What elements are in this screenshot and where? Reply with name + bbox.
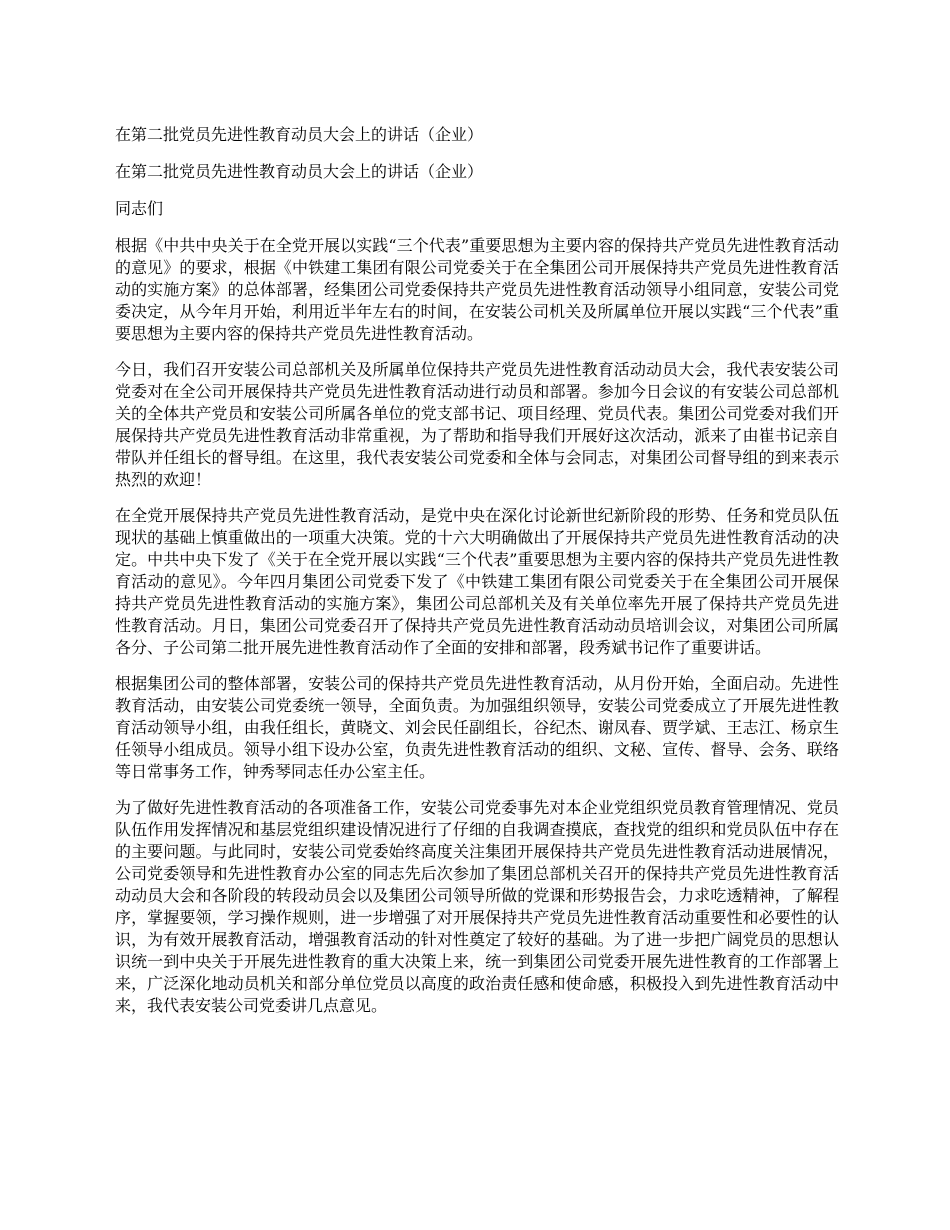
paragraph-1: 根据《中共中央关于在全党开展以实践“三个代表”重要思想为主要内容的保持共产党员先进性教育活动的意见》的要求，根据《中铁建工集团有限公司党委关于在全集团公司开展保持共产党员先进性教育活动的实施方案》的总体部署，经集团公司党委保持共产党员先进性教育活动领导小组同意，安装公司党委决定，从今年月开始，利用近半年左右的时间，在安装公司机关及所属单位开展以实践“三个代表”重要思想为主要内容的保持共产党员先进性教育活动。 [115, 236, 839, 343]
document-title: 在第二批党员先进性教育动员大会上的讲话（企业） [115, 125, 484, 144]
document-subtitle: 在第二批党员先进性教育动员大会上的讲话（企业） [115, 162, 484, 181]
paragraph-4: 根据集团公司的整体部署，安装公司的保持共产党员先进性教育活动，从月份开始，全面启动。先进性教育活动，由安装公司党委统一领导，全面负责。为加强组织领导，安装公司党委成立了开展先进性教育活动领导小组，由我任组长，黄晓文、刘会民任副组长，谷纪杰、谢凤春、贾学斌、王志江、杨京生任领导小组成员。领导小组下设办公室，负责先进性教育活动的组织、文秘、宣传、督导、会务、联络等日常事务工作，钟秀琴同志任办公室主任。 [115, 674, 839, 781]
document-page [115, 124, 839, 1031]
salutation: 同志们 [115, 199, 164, 218]
paragraph-2: 今日，我们召开安装公司总部机关及所属单位保持共产党员先进性教育活动动员大会，我代表安装公司党委对在全公司开展保持共产党员先进性教育活动进行动员和部署。参加今日会议的有安装公司总部机关的全体共产党员和安装公司所属各单位的党支部书记、项目经理、党员代表。集团公司党委对我们开展保持共产党员先进性教育活动非常重视，为了帮助和指导我们开展好这次活动，派来了由崔书记亲自带队并任组长的督导组。在这里，我代表安装公司党委和全体与会同志，对集团公司督导组的到来表示热烈的欢迎！ [115, 360, 839, 489]
paragraph-5: 为了做好先进性教育活动的各项准备工作，安装公司党委事先对本企业党组织党员教育管理情况、党员队伍作用发挥情况和基层党组织建设情况进行了仔细的自我调查摸底，查找党的组织和党员队伍中存在的主要问题。与此同时，安装公司党委始终高度关注集团开展保持共产党员先进性教育活动进展情况，公司党委领导和先进性教育办公室的同志先后次参加了集团总部机关召开的保持共产党员先进性教育活动动员大会和各阶段的转段动员会以及集团公司领导所做的党课和形势报告会，力求吃透精神，了解程序，掌握要领，学习操作规则，进一步增强了对开展保持共产党员先进性教育活动重要性和必要性的认识，为有效开展教育活动，增强教育活动的针对性奠定了较好的基础。为了进一步把广阔党员的思想认识统一到中央关于开展先进性教育的重大决策上来，统一到集团公司党委开展先进性教育的工作部署上来，广泛深化地动员机关和部分单位党员以高度的政治责任感和使命感，积极投入到先进性教育活动中来，我代表安装公司党委讲几点意见。 [115, 798, 839, 1015]
paragraph-3: 在全党开展保持共产党员先进性教育活动，是党中央在深化讨论新世纪新阶段的形势、任务和党员队伍现状的基础上慎重做出的一项重大决策。党的十六大明确做出了开展保持共产党员先进性教育活动的决定。中共中央下发了《关于在全党开展以实践“三个代表”重要思想为主要内容的保持共产党员先进性教育活动的意见》。今年四月集团公司党委下发了《中铁建工集团有限公司党委关于在全集团公司开展保持共产党员先进性教育活动的实施方案》，集团公司总部机关及有关单位率先开展了保持共产党员先进性教育活动。月日，集团公司党委召开了保持共产党员先进性教育活动动员培训会议，对集团公司所属各分、子公司第二批开展先进性教育活动作了全面的安排和部署，段秀斌书记作了重要讲话。 [115, 506, 839, 657]
